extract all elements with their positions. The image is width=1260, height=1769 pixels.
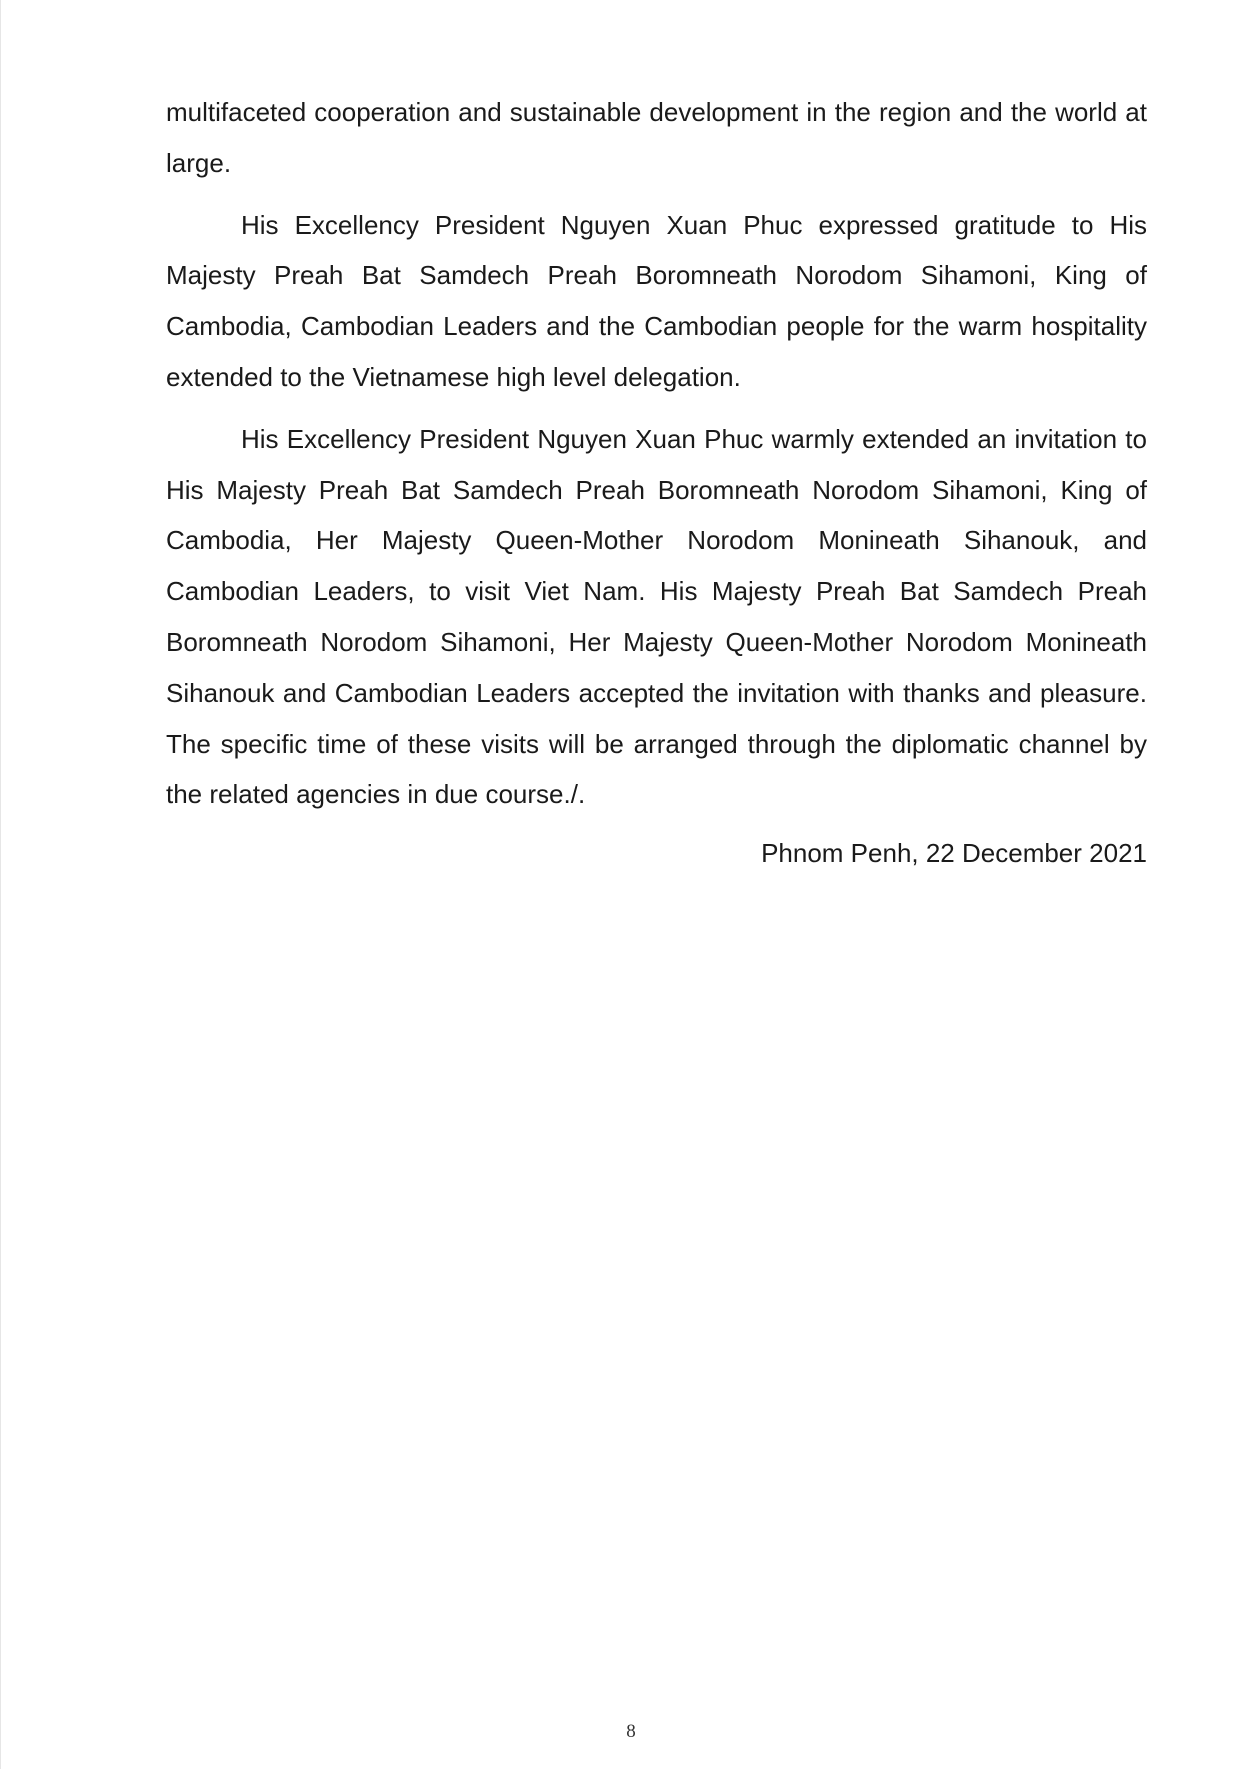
page-number: 8: [626, 1721, 636, 1742]
paragraph-gratitude: His Excellency President Nguyen Xuan Phuc expressed gratitude to His Majesty Preah Bat Samdech Preah Boromneath Norodom Sihamoni, King of Cambodia, Cambodian Leaders and the Cambodian people for the warm hospitality extended to the Vietnamese high level delegation.: [166, 209, 1147, 392]
place-and-date: Phnom Penh, 22 December 2021: [761, 838, 1147, 868]
document-body: [166, 87, 1147, 831]
paragraph-invitation: His Excellency President Nguyen Xuan Phuc warmly extended an invitation to His Majesty Preah Bat Samdech Preah Boromneath Norodom Sihamoni, King of Cambodia, Her Majesty Queen-Mother Norodom Monineath Sihanouk, and Cambodian Leaders, to visit Viet Nam. His Majesty Preah Bat Samdech Preah Boromneath Norodom Sihamoni, Her Majesty Queen-Mother Norodom Monineath Sihanouk and Cambodian Leaders accepted the invitation with thanks and pleasure. The specific time of these visits will be arranged through the diplomatic channel by the related agencies in due course./.: [166, 423, 1147, 810]
paragraph-continuation: multifaceted cooperation and sustainable development in the region and the world at large.: [166, 97, 1147, 178]
